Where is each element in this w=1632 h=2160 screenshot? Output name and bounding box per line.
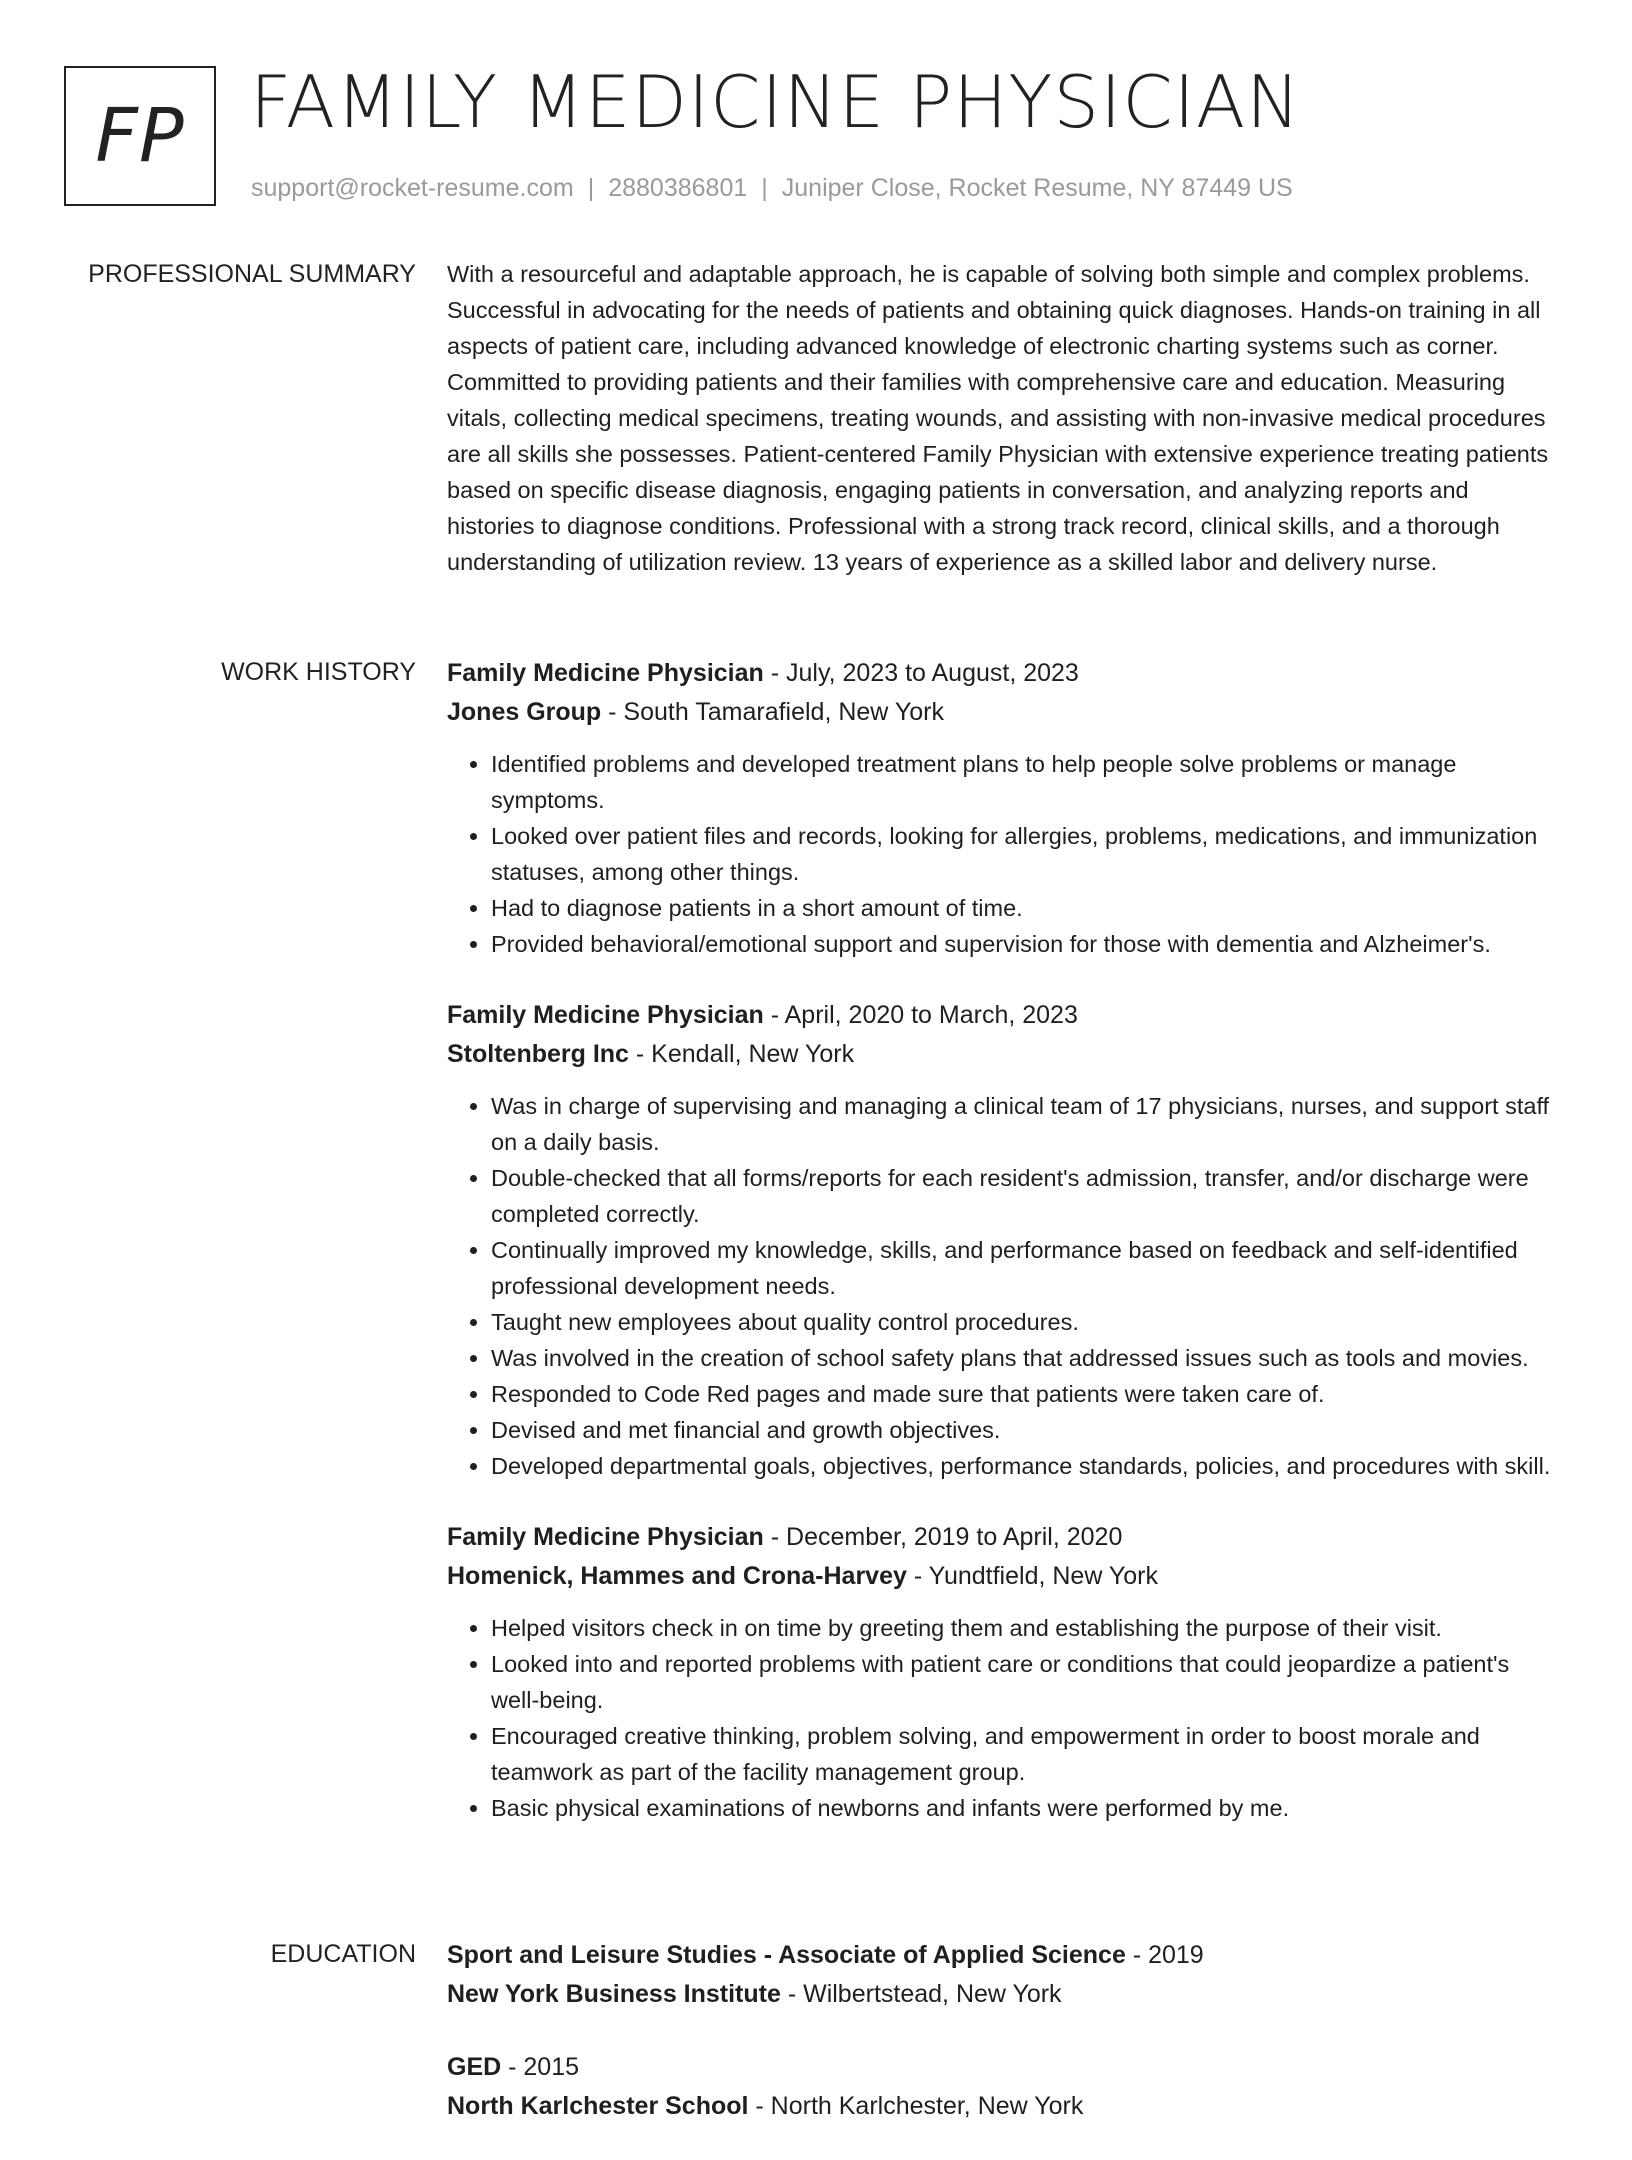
job-company: Jones Group xyxy=(447,698,602,726)
job-location: - Yundtfield, New York xyxy=(906,1562,1158,1590)
work-history-heading: WORK HISTORY xyxy=(221,658,416,686)
job-bullets xyxy=(447,1610,1562,1826)
resume-header xyxy=(0,0,1632,230)
resume-title: FAMILY MEDICINE PHYSICIAN xyxy=(250,60,1301,144)
education-entry xyxy=(447,2048,1562,2126)
job-company-line xyxy=(447,1557,1562,1596)
education-school-line xyxy=(447,2087,1562,2126)
job-bullet: • Identified problems and developed treatment plans to help people solve problems or manage symptoms. xyxy=(491,746,1562,818)
job-bullets xyxy=(447,1088,1562,1484)
job-bullet: • Encouraged creative thinking, problem solving, and empowerment in order to boost morale and teamwork as part of the facility management group. xyxy=(491,1718,1562,1790)
job-bullets xyxy=(447,746,1562,962)
job-bullet: • Double-checked that all forms/reports for each resident's admission, transfer, and/or discharge were completed correctly. xyxy=(491,1160,1562,1232)
job-entry xyxy=(447,654,1562,962)
education-school-line xyxy=(447,1975,1562,2014)
job-dates: - July, 2023 to August, 2023 xyxy=(763,659,1079,687)
job-bullet: • Devised and met financial and growth objectives. xyxy=(491,1412,1562,1448)
job-title-line xyxy=(447,1518,1562,1557)
job-company: Stoltenberg Inc xyxy=(447,1040,629,1068)
contact-email: support@rocket-resume.com xyxy=(251,174,574,202)
job-bullet: • Provided behavioral/emotional support and supervision for those with dementia and Alzheimer's. xyxy=(491,926,1562,962)
education-year: - 2019 xyxy=(1125,1941,1204,1969)
education-school: New York Business Institute xyxy=(447,1980,781,2008)
monogram-logo: FP xyxy=(64,66,216,206)
job-company: Homenick, Hammes and Crona-Harvey xyxy=(447,1562,907,1590)
job-title: Family Medicine Physician xyxy=(447,1523,764,1551)
education-degree: GED xyxy=(447,2053,502,2081)
contact-separator: | xyxy=(587,174,595,202)
education-heading: EDUCATION xyxy=(270,1940,416,1968)
job-bullet: • Continually improved my knowledge, skills, and performance based on feedback and self-identified professional development needs. xyxy=(491,1232,1562,1304)
job-title: Family Medicine Physician xyxy=(447,659,764,687)
contact-separator: | xyxy=(761,174,768,202)
job-bullet: • Taught new employees about quality control procedures. xyxy=(491,1304,1562,1340)
job-dates: - April, 2020 to March, 2023 xyxy=(763,1001,1078,1029)
job-bullet: • Helped visitors check in on time by greeting them and establishing the purpose of their visit. xyxy=(491,1610,1562,1646)
job-dates: - December, 2019 to April, 2020 xyxy=(763,1523,1123,1551)
education-entry xyxy=(447,1936,1562,2014)
education-location: - North Karlchester, New York xyxy=(748,2092,1084,2120)
education-degree-line xyxy=(447,1936,1562,1975)
contact-line xyxy=(251,174,1293,203)
education-year: - 2015 xyxy=(501,2053,580,2081)
education-location: - Wilbertstead, New York xyxy=(780,1980,1062,2008)
job-title: Family Medicine Physician xyxy=(447,1001,764,1029)
job-bullet: • Developed departmental goals, objectives, performance standards, policies, and procedures with skill. xyxy=(491,1448,1562,1484)
job-location: - Kendall, New York xyxy=(628,1040,855,1068)
job-bullet: • Was in charge of supervising and managing a clinical team of 17 physicians, nurses, and support staff on a daily basis. xyxy=(491,1088,1562,1160)
job-bullet: • Looked into and reported problems with patient care or conditions that could jeopardize a patient's well-being. xyxy=(491,1646,1562,1718)
job-bullet: • Basic physical examinations of newborns and infants were performed by me. xyxy=(491,1790,1562,1826)
job-entry xyxy=(447,1518,1562,1826)
job-bullet: • Was involved in the creation of school safety plans that addressed issues such as tools and movies. xyxy=(491,1340,1562,1376)
contact-phone: 2880386801 xyxy=(608,174,748,202)
job-title-line xyxy=(447,654,1562,693)
education-degree: Sport and Leisure Studies - Associate of Applied Science xyxy=(447,1941,1126,1969)
summary-text: With a resourceful and adaptable approach, he is capable of solving both simple and complex problems. Successful in advocating for the needs of patients and obtaining quick diagnoses. Hands-on training in all aspects of patient care, including advanced knowledge of electronic charting systems such as corner. Committed to providing patients and their families with comprehensive care and education. Measuring vitals, collecting medical specimens, treating wounds, and assisting with non-invasive medical procedures are all skills she possesses. Patient-centered Family Physician with extensive experience treating patients based on specific disease diagnosis, engaging patients in conversation, and analyzing reports and histories to diagnose conditions. Professional with a strong track record, clinical skills, and a thorough understanding of utilization review. 13 years of experience as a skilled labor and delivery nurse. xyxy=(447,261,1549,575)
education-school: North Karlchester School xyxy=(447,2092,749,2120)
summary-heading: PROFESSIONAL SUMMARY xyxy=(88,260,416,288)
job-entry xyxy=(447,996,1562,1484)
job-title-line xyxy=(447,996,1562,1035)
job-company-line xyxy=(447,693,1562,732)
job-bullet: • Had to diagnose patients in a short amount of time. xyxy=(491,890,1562,926)
job-location: - South Tamarafield, New York xyxy=(601,698,944,726)
education-degree-line xyxy=(447,2048,1562,2087)
job-bullet: • Looked over patient files and records, looking for allergies, problems, medications, and immunization statuses, among other things. xyxy=(491,818,1562,890)
job-bullet: • Responded to Code Red pages and made sure that patients were taken care of. xyxy=(491,1376,1562,1412)
contact-address: Juniper Close, Rocket Resume, NY 87449 US xyxy=(781,174,1293,202)
job-company-line xyxy=(447,1035,1562,1074)
